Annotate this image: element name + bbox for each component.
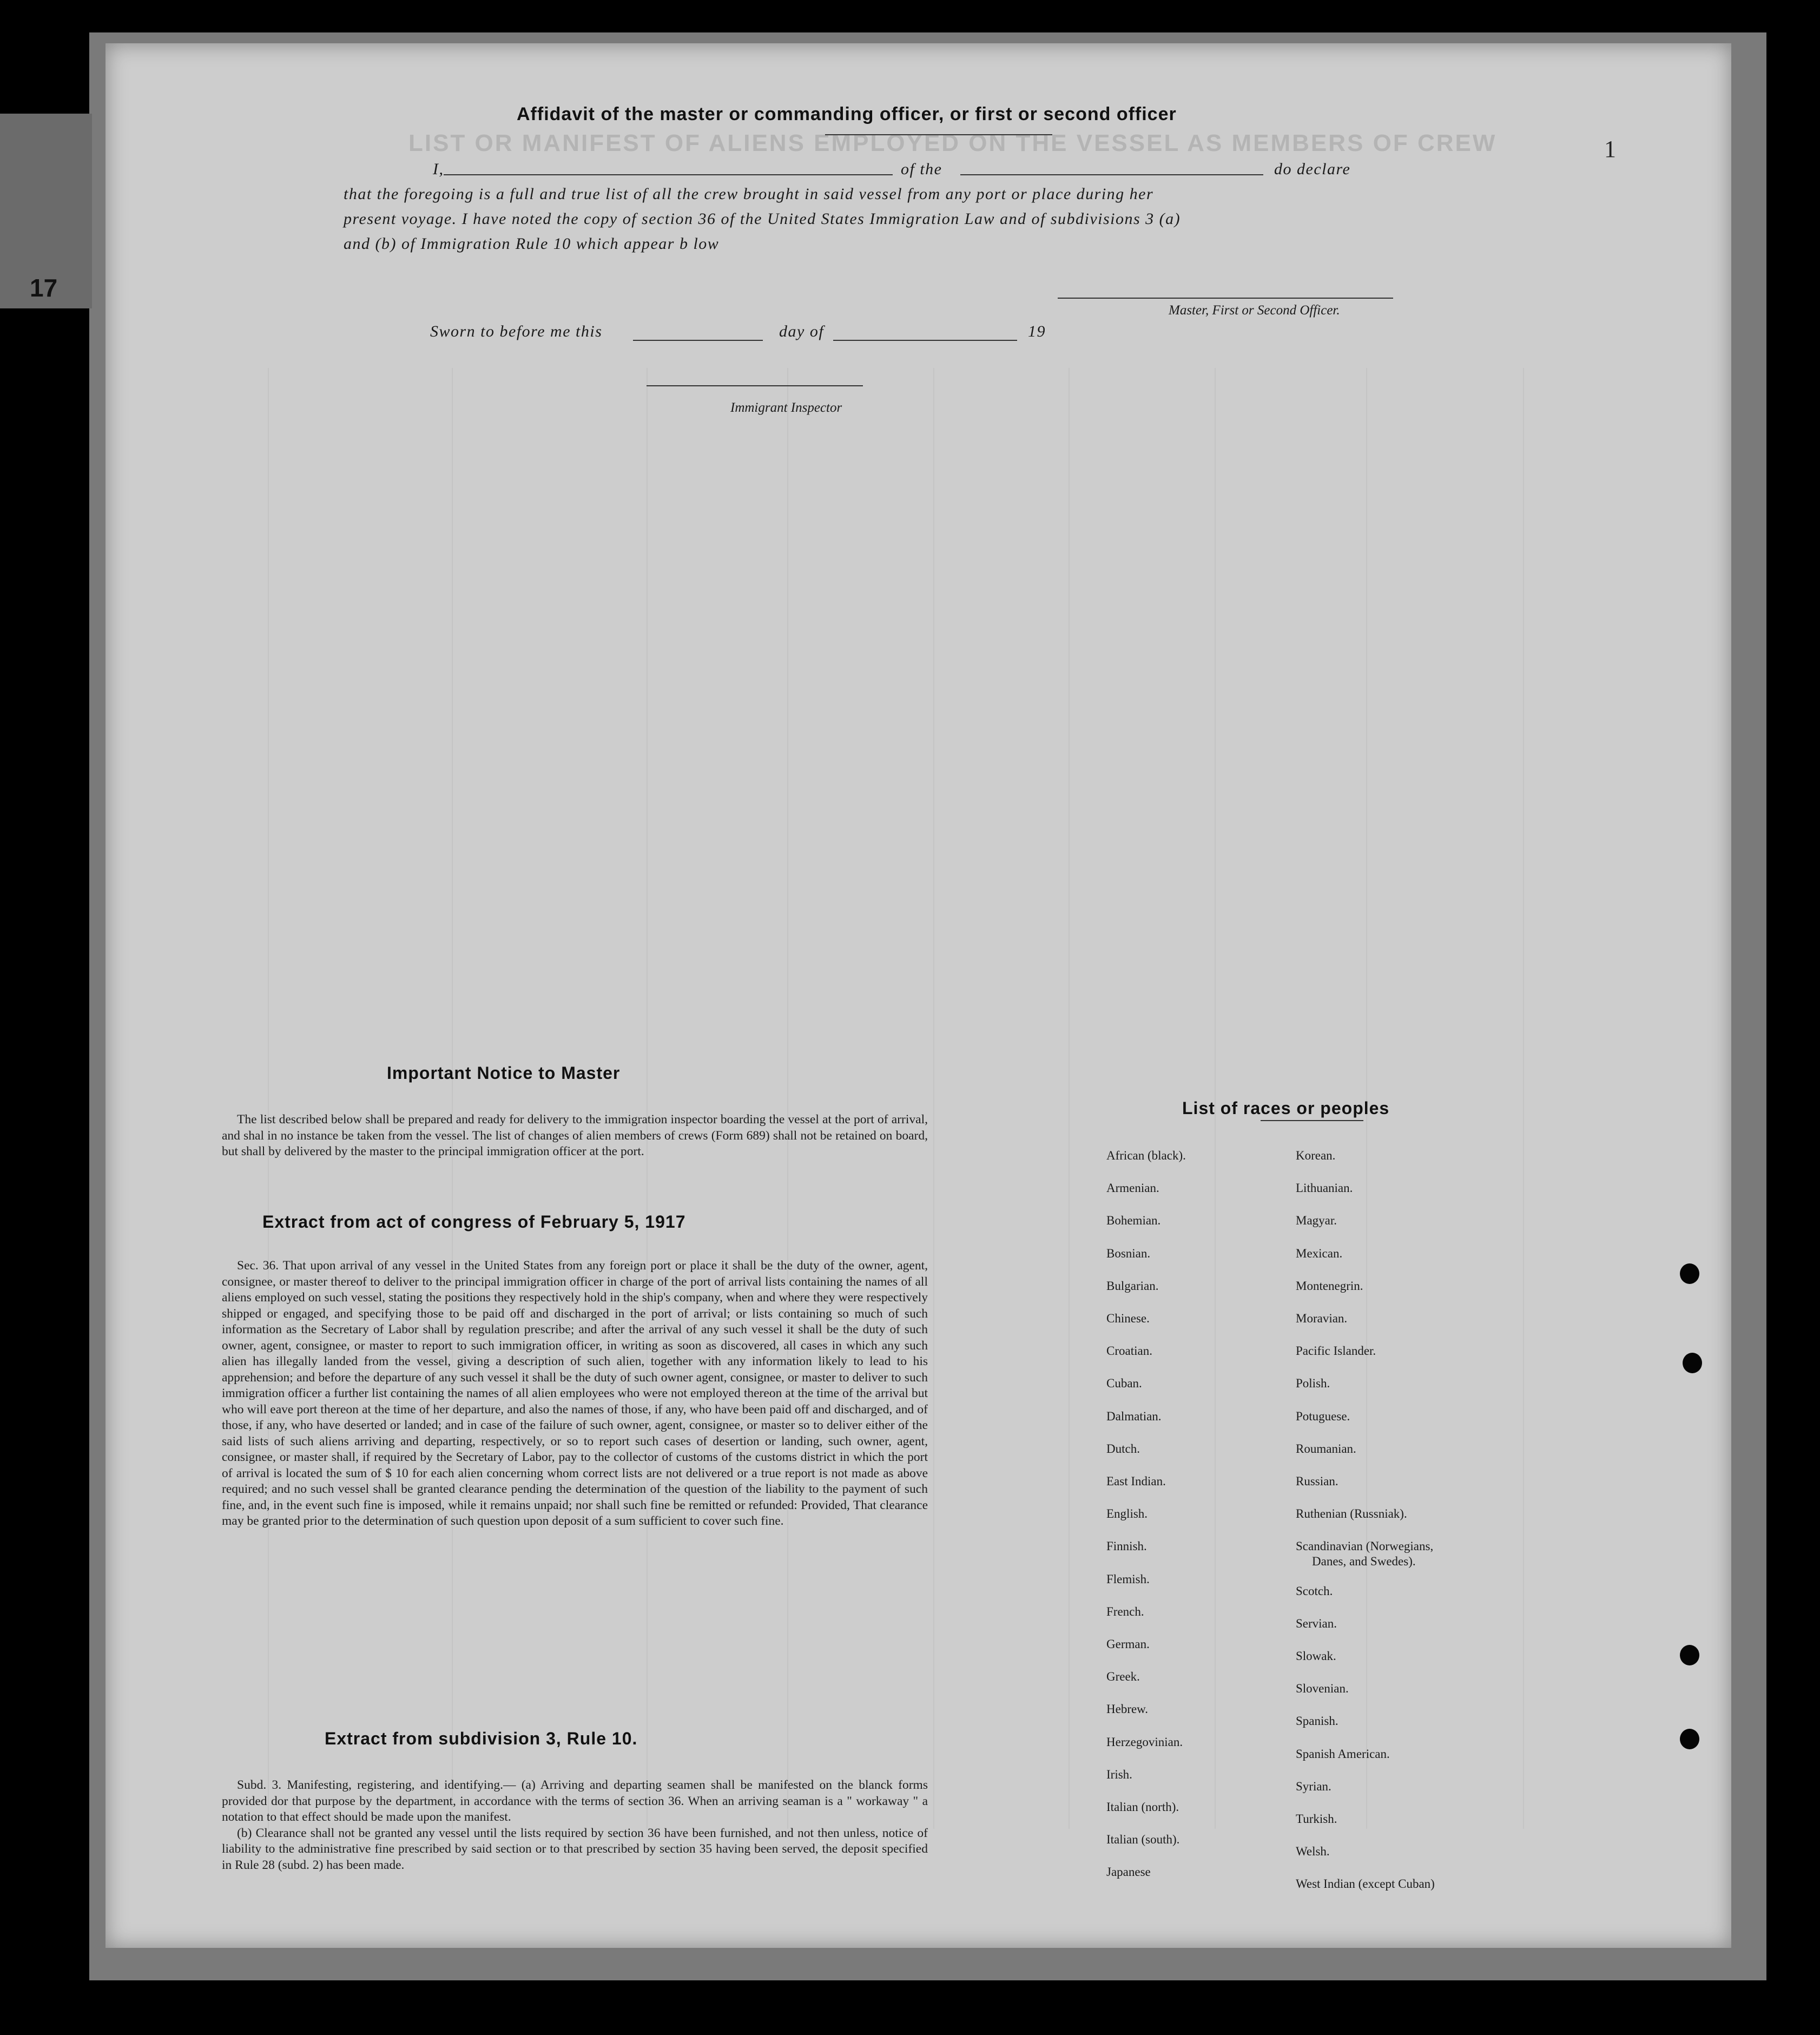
- rule-extract-body: [222, 1777, 928, 1873]
- race-item: Welsh.: [1296, 1845, 1330, 1859]
- subdivision-b-text: (b) Clearance shall not be granted any vessel until the lists required by section 36 have been furnished, and not then unless, notice of liability to the administrative fine prescribed by said section or to that prescribed by section 35 having been served, the deposit specified in Rule 28 (subd. 2) has been made.: [222, 1826, 928, 1872]
- race-item: Turkish.: [1296, 1812, 1337, 1826]
- race-item: Korean.: [1296, 1149, 1336, 1162]
- race-item: Potuguese.: [1296, 1409, 1350, 1423]
- punch-hole: [1683, 1353, 1702, 1373]
- notice-text: The list described below shall be prepared and ready for delivery to the immigration inspector boarding the vessel at the port of arrival, and shal in no instance be taken from the vessel. The list of changes of alien members of crews (Form 689) shall not be retained on board, but shall by delivered by the master to the principal immigration officer at the port.: [222, 1112, 928, 1158]
- faint-column-line: [647, 368, 648, 1829]
- manifest-page: [105, 43, 1731, 1948]
- race-item: German.: [1106, 1637, 1150, 1651]
- subdivision-a-text: Subd. 3. Manifesting, registering, and identifying.— (a) Arriving and departing seamen shall be manifested on the blanck forms provided dor that purpose by the department, in accordance with the terms of section 36. When an arriving seaman is a " workaway " a notation to that effect should be made upon the manifest.: [222, 1778, 928, 1824]
- inspector-label: Immigrant Inspector: [730, 400, 842, 415]
- section-36-text: Sec. 36. That upon arrival of any vessel in the United States from any foreign port or place it shall be the duty of the owner, agent, consignee, or master thereof to deliver to the principal immigration officer in charge of the port of arrival lists containing the names of all aliens employed on such vessel, stating the positions they respectively hold in the ship's company, when and where they were respectively shipped or engaged, and specifying those to be paid off and discharged in the port of arrival; or lists containing so much of such information as the Secretary of Labor shall by regulation prescribe; and after the arrival of any such vessel it shall be the duty of such owner, agent, consignee, or master to report to such immigration officer, in writing as soon as discovered, all cases in which any such alien has illegally landed from the vessel, giving a description of such alien, together with any information likely to lead to his apprehension; and before the departure of any such vessel it shall be the duty of such owner agent, consignee, or master to deliver to such immigration officer a further list containing the names of all alien employees who were not employed thereon at the time of the arrival but who will eave port thereon at the time of her departure, and also the names of those, if any, who have been paid off and discharged, and of those, if any, who have deserted or landed; and in case of the failure of such owner, agent, consignee, or master so to deliver either of the said lists of such aliens arriving and departing, respectively, or so to report such cases of desertion or landing, such owner, agent, consignee, or master shall, if required by the Secretary of Labor, pay to the collector of customs of the customs district in which the port of arrival is located the sum of $ 10 for each alien concerning whom correct lists are not delivered or a true report is not made as above required; and no such vessel shall be granted clearance pending the determination of the question of the liability to the payment of such fine, and, in the event such fine is imposed, while it remains unpaid; nor shall such fine be remitted or refunded: Provided, That clearance may be granted prior to the determination of such question upon deposit of a sum sufficient to cover such fine.: [222, 1259, 928, 1528]
- race-item: West Indian (except Cuban): [1296, 1877, 1435, 1891]
- act-extract-body: [222, 1258, 928, 1530]
- affidavit-line-2: that the foregoing is a full and true list of all the crew brought in said vessel from any port or place during her: [344, 185, 1154, 203]
- race-item: Italian (north).: [1106, 1800, 1179, 1814]
- signature-label: Master, First or Second Officer.: [1169, 303, 1340, 318]
- race-item: Croatian.: [1106, 1344, 1152, 1358]
- act-extract-title: Extract from act of congress of February 5, 1917: [262, 1212, 686, 1231]
- affidavit-title: Affidavit of the master or commanding officer, or first or second officer: [517, 104, 1177, 124]
- race-item: Pacific Islander.: [1296, 1344, 1376, 1358]
- race-item: Danes, and Swedes).: [1312, 1555, 1416, 1569]
- race-item: Herzegovinian.: [1106, 1735, 1183, 1749]
- sworn-month-blank: [833, 340, 1017, 341]
- sworn-day-of: day of: [779, 322, 825, 340]
- punch-hole: [1680, 1263, 1699, 1284]
- affidavit-line-1: I,: [433, 160, 444, 178]
- race-item: Japanese: [1106, 1865, 1151, 1879]
- corner-number: 1: [1604, 136, 1616, 162]
- vessel-blank: [960, 174, 1263, 175]
- sworn-year: 19: [1028, 322, 1046, 340]
- faint-column-line: [268, 368, 269, 1829]
- race-item: Slovenian.: [1296, 1682, 1349, 1696]
- race-item: African (black).: [1106, 1149, 1186, 1162]
- race-item: Chinese.: [1106, 1312, 1150, 1325]
- race-item: Scotch.: [1296, 1584, 1333, 1598]
- sworn-prefix: Sworn to before me this: [430, 322, 603, 340]
- affidavit-line-4: and (b) of Immigration Rule 10 which appear b low: [344, 235, 720, 253]
- race-item: Greek.: [1106, 1670, 1140, 1684]
- race-item: French.: [1106, 1604, 1144, 1618]
- race-item: Finnish.: [1106, 1539, 1147, 1553]
- notice-title: Important Notice to Master: [387, 1063, 621, 1083]
- sworn-day-blank: [633, 340, 763, 341]
- race-item: Roumanian.: [1296, 1441, 1356, 1456]
- race-item: Dalmatian.: [1106, 1409, 1162, 1423]
- race-item: Scandinavian (Norwegians,: [1296, 1539, 1434, 1553]
- faint-column-line: [787, 368, 788, 1829]
- faint-column-line: [933, 368, 934, 1829]
- race-item: East Indian.: [1106, 1474, 1166, 1488]
- race-item: Syrian.: [1296, 1779, 1331, 1793]
- faint-column-line: [452, 368, 453, 1829]
- race-item: Bosnian.: [1106, 1246, 1151, 1260]
- race-item: Lithuanian.: [1296, 1181, 1353, 1195]
- race-item: Hebrew.: [1106, 1702, 1149, 1716]
- races-title: List of races or peoples: [1182, 1098, 1390, 1118]
- race-item: Russian.: [1296, 1474, 1338, 1488]
- race-item: Bulgarian.: [1106, 1279, 1159, 1293]
- race-item: English.: [1106, 1507, 1148, 1521]
- race-item: Bohemian.: [1106, 1214, 1161, 1228]
- race-item: Moravian.: [1296, 1312, 1348, 1325]
- notice-body: [222, 1112, 928, 1160]
- affidavit-line-3: present voyage. I have noted the copy of section 36 of the United States Immigration Law and of subdivisions 3 (a): [344, 210, 1181, 228]
- affidavit-of-the: of the: [901, 160, 942, 178]
- race-item: Montenegrin.: [1296, 1279, 1363, 1293]
- bleed-through-heading: LIST OR MANIFEST OF ALIENS EMPLOYED ON THE VESSEL AS MEMBERS OF CREW: [408, 130, 1497, 156]
- inspector-signature-blank: [647, 385, 863, 386]
- race-item: Irish.: [1106, 1767, 1132, 1781]
- race-item: Flemish.: [1106, 1572, 1150, 1586]
- race-item: Dutch.: [1106, 1441, 1140, 1456]
- race-item: Slowak.: [1296, 1649, 1336, 1663]
- faint-column-line: [1069, 368, 1070, 1829]
- faint-column-line: [1523, 368, 1524, 1829]
- race-item: Armenian.: [1106, 1181, 1159, 1195]
- race-item: Spanish.: [1296, 1714, 1338, 1728]
- rule-extract-title: Extract from subdivision 3, Rule 10.: [325, 1729, 638, 1748]
- title-underline: [825, 134, 1052, 135]
- races-title-underline: [1261, 1120, 1363, 1121]
- race-item: Italian (south).: [1106, 1833, 1180, 1847]
- affidavit-do-declare: do declare: [1274, 160, 1351, 178]
- signature-blank: [1058, 298, 1393, 299]
- punch-hole: [1680, 1729, 1699, 1749]
- punch-hole: [1680, 1645, 1699, 1665]
- side-page-number: 17: [30, 274, 58, 302]
- race-item: Magyar.: [1296, 1214, 1337, 1228]
- race-item: Servian.: [1296, 1616, 1337, 1630]
- race-item: Spanish American.: [1296, 1747, 1390, 1761]
- race-item: Cuban.: [1106, 1377, 1142, 1391]
- name-blank: [444, 174, 893, 175]
- race-item: Ruthenian (Russniak).: [1296, 1507, 1407, 1521]
- race-item: Mexican.: [1296, 1246, 1343, 1260]
- race-item: Polish.: [1296, 1377, 1330, 1391]
